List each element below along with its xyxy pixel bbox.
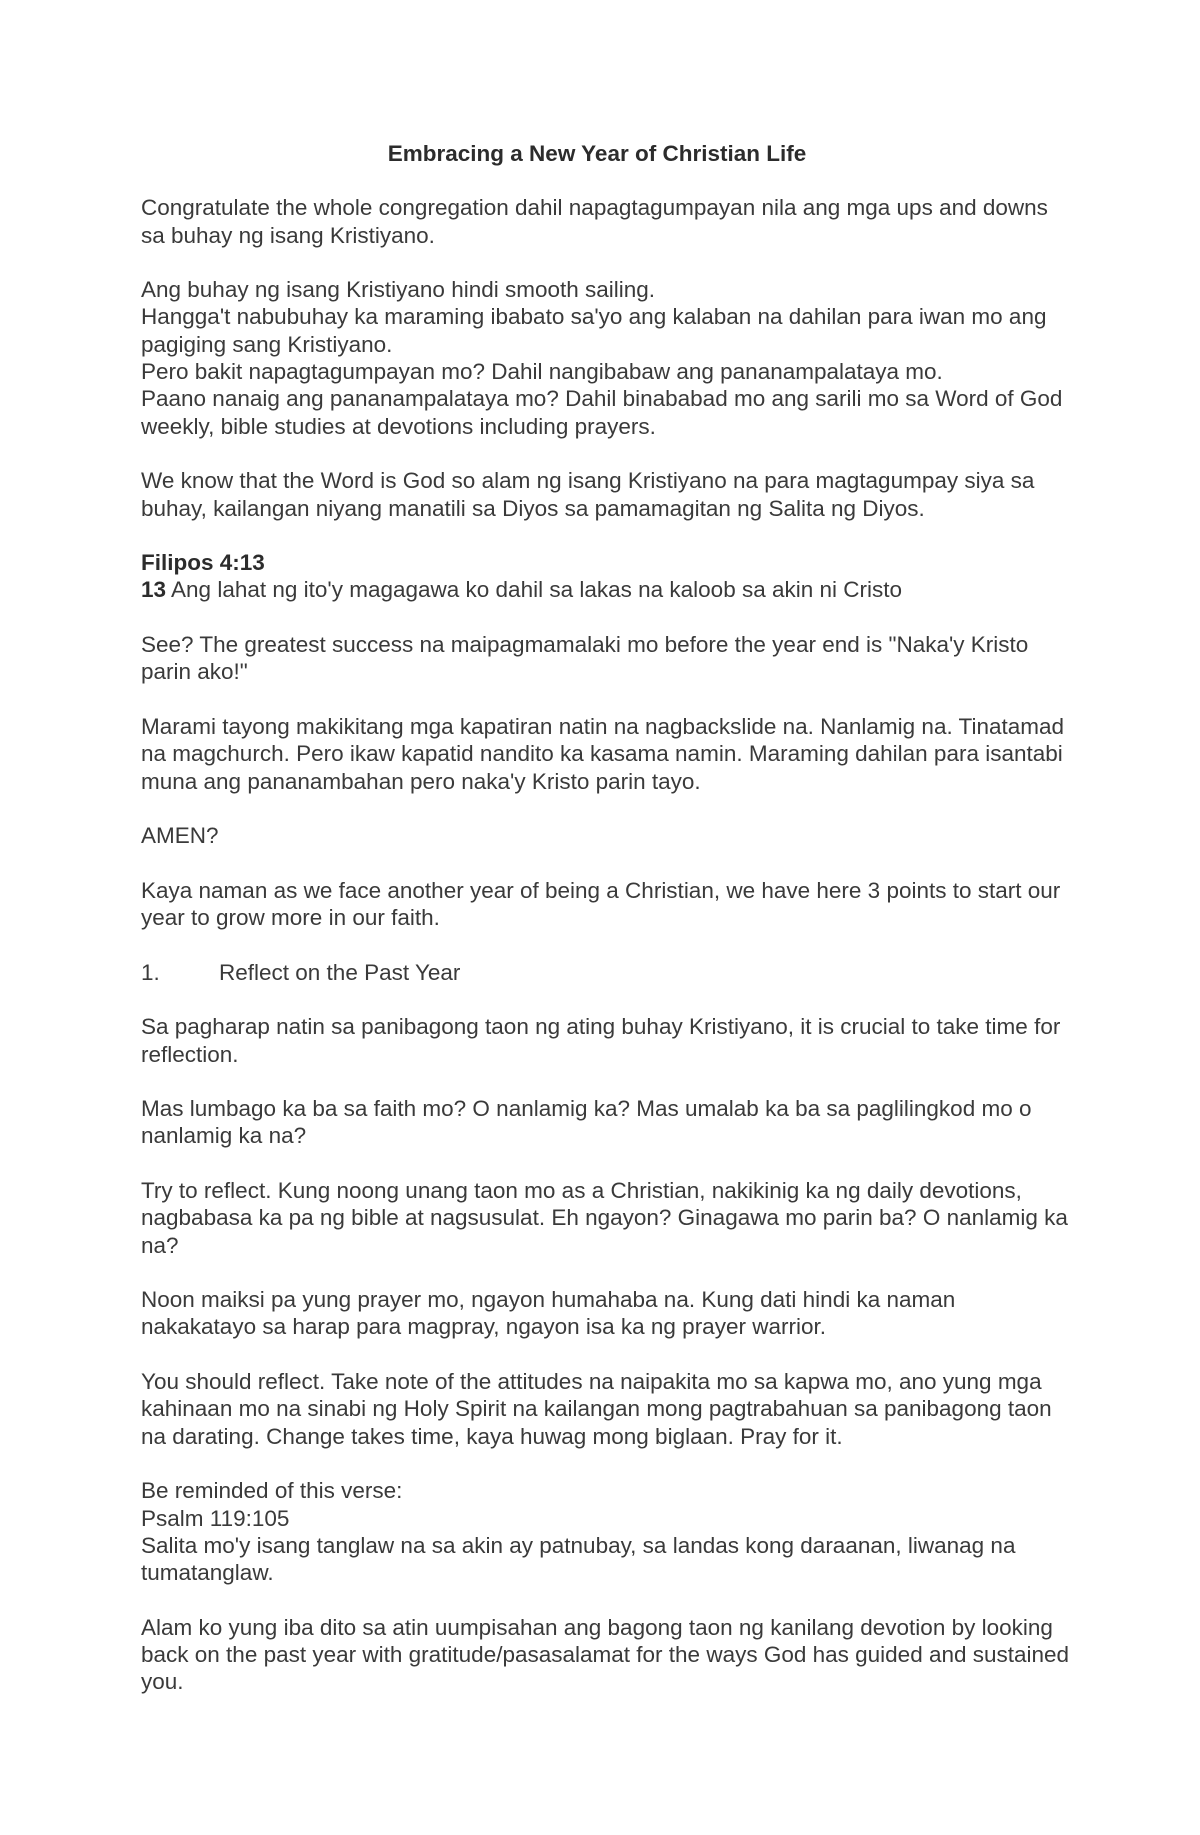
verse-block-filipos	[141, 549, 1071, 604]
verse-number: 13	[141, 577, 167, 603]
line-kalaban: Hangga't nabubuhay ka maraming ibabato sa'yo ang kalaban na dahilan para iwan mo ang pagiging sang Kristiyano.	[141, 304, 1047, 357]
document-page	[141, 140, 1071, 1723]
paragraph-lumbago: Mas lumbago ka ba sa faith mo? O nanlamig ka? Mas umalab ka ba sa paglilingkod mo o nanlamig ka na?	[141, 1096, 1032, 1149]
paragraph-greatest-success: See? The greatest success na maipagmamalaki mo before the year end is "Naka'y Kristo parin ako!"	[141, 632, 1029, 685]
line-psalm-text: Salita mo'y isang tanglaw na sa akin ay patnubay, sa landas kong daraanan, liwanag na tumatanglaw.	[141, 1532, 1016, 1586]
paragraph-congratulate: Congratulate the whole congregation dahil napagtagumpayan nila ang mga ups and downs sa buhay ng isang Kristiyano.	[141, 195, 1048, 248]
point-number: 1.	[141, 959, 160, 985]
paragraph-try-to-reflect: Try to reflect. Kung noong unang taon mo as a Christian, nakikinig ka ng daily devotions, nagbabasa ka pa ng bible at nagsusulat. Eh ngayon? Ginagawa mo parin ba? O nanlamig ka na?	[141, 1177, 1068, 1258]
line-psalm-reference: Psalm 119:105	[141, 1505, 290, 1531]
paragraph-word-is-god: We know that the Word is God so alam ng isang Kristiyano na para magtagumpay siya sa buhay, kailangan niyang manatili sa Diyos sa pamamagitan ng Salita ng Diyos.	[141, 468, 1035, 521]
verse-reference: Filipos 4:13	[141, 550, 265, 576]
line-be-reminded: Be reminded of this verse:	[141, 1478, 403, 1504]
paragraph-three-points: Kaya naman as we face another year of being a Christian, we have here 3 points to start our year to grow more in our faith.	[141, 877, 1061, 931]
numbered-point-1	[141, 959, 1071, 986]
point-heading: Reflect on the Past Year	[219, 959, 461, 985]
line-napagtagumpayan: Pero bakit napagtagumpayan mo? Dahil nangibabaw ang pananampalataya mo.	[141, 359, 943, 385]
paragraph-looking-back: Alam ko yung iba dito sa atin uumpisahan ang bagong taon ng kanilang devotion by looking back on the past year with gratitude/pasasalamat for the ways God has guided and sustained you.	[141, 1614, 1070, 1695]
line-nanaig: Paano nanaig ang pananampalataya mo? Dahil binababad mo ang sarili mo sa Word of God weekly, bible studies at devotions including prayers.	[141, 386, 1063, 439]
paragraph-amen: AMEN?	[141, 823, 219, 849]
verse-line	[141, 576, 1071, 603]
verse-text: Ang lahat ng ito'y magagawa ko dahil sa lakas na kaloob sa akin ni Cristo	[166, 577, 903, 603]
paragraph-prayer: Noon maiksi pa yung prayer mo, ngayon humahaba na. Kung dati hindi ka naman nakakatayo sa harap para magpray, ngayon isa ka ng prayer warrior.	[141, 1287, 956, 1340]
paragraph-reflection: Sa pagharap natin sa panibagong taon ng ating buhay Kristiyano, it is crucial to take time for reflection.	[141, 1014, 1061, 1067]
document-title: Embracing a New Year of Christian Life	[387, 141, 807, 166]
line-smooth-sailing: Ang buhay ng isang Kristiyano hindi smooth sailing.	[141, 277, 656, 303]
paragraph-you-should-reflect: You should reflect. Take note of the attitudes na naipakita mo sa kapwa mo, ano yung mga kahinaan mo na sinabi ng Holy Spirit na kailangan mong pagtrabahuan sa panibagong taon na darating. Change takes time, kaya huwag mong biglaan. Pray for it.	[141, 1369, 1052, 1449]
paragraph-backslide: Marami tayong makikitang mga kapatiran natin na nagbackslide na. Nanlamig na. Tinatamad na magchurch. Pero ikaw kapatid nandito ka kasama namin. Maraming dahilan para isantabi muna ang pananambahan pero naka'y Kristo parin tayo.	[141, 713, 1065, 794]
paragraph-be-reminded	[141, 1477, 1071, 1586]
paragraph-christian-life	[141, 276, 1071, 440]
